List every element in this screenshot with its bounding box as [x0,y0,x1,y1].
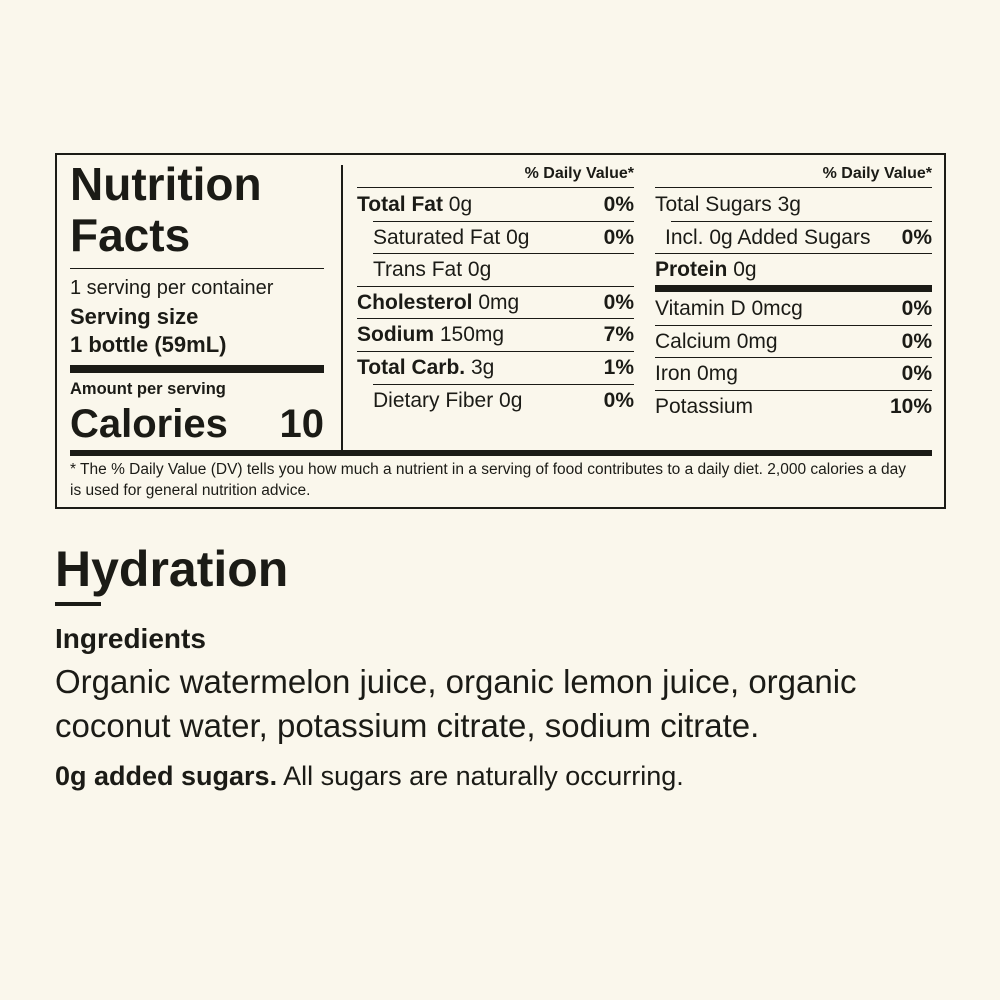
nutrient-daily-value: 0% [901,362,932,386]
nutrient-label: Calcium [655,329,731,353]
dv-header-middle: % Daily Value* [524,165,634,182]
nutrient-row [655,357,932,390]
nutrient-row [357,318,634,351]
nutrient-label: Sodium [357,323,434,347]
nutrient-label: Protein [655,258,728,282]
nutrient-name [357,351,494,384]
nutrient-amount: 0g [733,258,757,282]
nutrient-name [655,253,757,286]
nutrient-name [655,390,753,423]
nutrient-row [357,221,634,254]
nutrient-name [373,384,522,417]
nutrient-label: Potassium [655,394,754,418]
serving-size-label: Serving size [70,304,199,329]
nutrient-amount: 0g [467,258,492,282]
nutrient-row [357,253,634,286]
title-line-1: Nutrition [70,158,262,210]
nutrient-daily-value: 0% [603,388,634,412]
nutrient-daily-value: 0% [901,329,932,353]
sugar-note [55,758,684,794]
nutrient-row [357,286,634,319]
nutrient-amount: 3g [777,193,801,216]
nutrient-label: Total Carb. [357,356,466,379]
nutrient-amount: 0mg [697,362,738,386]
nutrient-amount: 0mg [736,329,778,353]
nutrient-label: Dietary Fiber [373,388,494,412]
daily-value-footnote: * The % Daily Value (DV) tells you how much a nutrient in a serving of food contributes to a daily diet. 2,000 calories a day is used for general nutrition advice. [70,461,907,499]
thick-divider [70,365,324,373]
nutrient-label: Vitamin D [655,297,746,320]
nutrient-label: Cholesterol [357,290,473,314]
nutrient-name [665,221,870,254]
nutrient-label: Saturated Fat [373,225,501,249]
amount-per-serving: Amount per serving [70,380,226,398]
nutrient-name [357,318,504,351]
sugar-note-bold: 0g added sugars. [55,761,278,791]
calories-row [70,400,324,448]
title-line-2: Facts [70,209,191,261]
nutrient-label: Incl. 0g Added Sugars [665,225,871,249]
nutrient-name [373,221,529,254]
nutrient-name [655,188,801,221]
nutrient-row [357,384,634,417]
serving-size-value: 1 bottle (59mL) [70,332,227,357]
nutrient-label: Total Fat [357,193,443,216]
nutrient-row [655,253,932,286]
sugar-note-rest: All sugars are naturally occurring. [277,761,684,791]
nutrition-facts-label [55,153,946,509]
nutrient-row [357,188,634,221]
nutrient-daily-value: 10% [889,394,932,418]
nutrient-daily-value: 0% [603,193,634,216]
nutrient-daily-value: 0% [901,225,932,249]
nutrient-amount: 0mg [478,290,520,314]
ingredients-text: Organic watermelon juice, organic lemon juice, organic coconut water, potassium citrate, sodium citrate. [55,663,857,744]
nutrient-name [373,253,491,286]
calories-value: 10 [279,402,324,446]
nutrient-row [655,325,932,358]
nutrient-name [357,286,519,319]
servings-per-container: 1 serving per container [70,277,274,299]
product-name-underline [55,602,101,606]
nutrient-amount: 0g [448,193,473,216]
dv-header-right: % Daily Value* [822,165,932,182]
nutrient-row [655,188,932,221]
bottom-thick-rule [70,450,932,456]
protein-thick-rule [655,285,932,292]
nutrient-daily-value: 0% [901,297,932,320]
nutrient-row [655,221,932,254]
nutrient-label: Total Sugars [655,193,772,216]
nutrient-amount: 3g [470,356,495,379]
nutrient-name [655,292,803,325]
nutrient-amount: 0g [506,225,530,249]
title-divider [70,268,324,269]
ingredients-label: Ingredients [55,623,206,654]
nutrient-row [357,351,634,384]
nutrient-daily-value: 0% [603,225,634,249]
nutrient-label: Iron [655,362,692,386]
nutrient-amount: 0g [499,388,523,412]
nutrient-row [655,292,932,325]
column-divider [341,165,343,451]
nutrition-facts-title [70,159,262,261]
nutrient-name [655,357,738,390]
calories-label: Calories [70,402,228,446]
nutrient-amount: 0mcg [751,297,803,320]
nutrient-name [357,188,472,221]
nutrient-label: Trans Fat [373,258,463,282]
nutrient-name [655,325,778,358]
nutrient-daily-value: 7% [603,323,634,347]
nutrient-daily-value: 0% [603,290,634,314]
product-name: Hydration [55,541,289,597]
nutrient-row [655,390,932,423]
nutrient-daily-value: 1% [603,356,634,379]
nutrient-amount: 150mg [439,323,505,347]
